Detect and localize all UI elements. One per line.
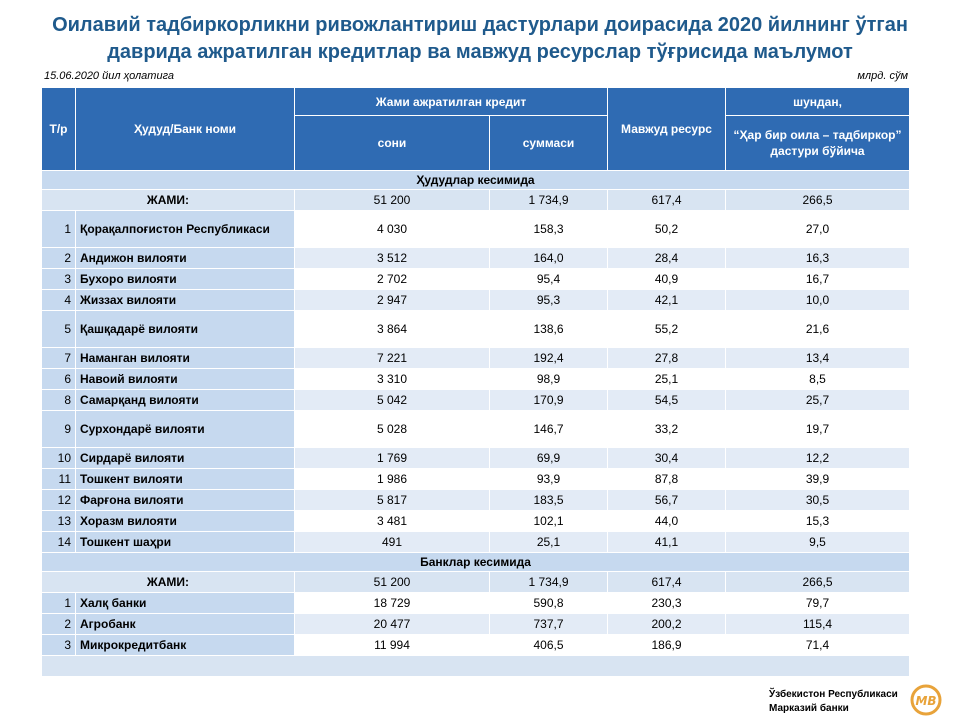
header-num: Т/р bbox=[42, 88, 76, 171]
table-row bbox=[42, 635, 910, 656]
row-number: 9 bbox=[42, 411, 76, 448]
row-sum: 95,4 bbox=[490, 269, 608, 290]
row-program: 9,5 bbox=[726, 532, 910, 553]
row-sum: 164,0 bbox=[490, 248, 608, 269]
row-resource: 56,7 bbox=[608, 490, 726, 511]
row-resource: 44,0 bbox=[608, 511, 726, 532]
row-program: 25,7 bbox=[726, 390, 910, 411]
table-row bbox=[42, 311, 910, 348]
row-number: 1 bbox=[42, 593, 76, 614]
row-name: Навоий вилояти bbox=[76, 369, 295, 390]
table-row bbox=[42, 593, 910, 614]
header-program: “Ҳар бир оила – тадбиркор” дастури бўйича bbox=[726, 116, 910, 171]
table-row bbox=[42, 511, 910, 532]
total-program: 266,5 bbox=[726, 190, 910, 211]
header-resource: Мавжуд ресурс bbox=[608, 88, 726, 171]
row-resource: 42,1 bbox=[608, 290, 726, 311]
row-count: 5 042 bbox=[295, 390, 490, 411]
row-count: 7 221 bbox=[295, 348, 490, 369]
total-sum: 1 734,9 bbox=[490, 572, 608, 593]
footer-line-2: Марказий банки bbox=[769, 703, 849, 714]
total-row bbox=[42, 572, 910, 593]
row-program: 39,9 bbox=[726, 469, 910, 490]
row-resource: 50,2 bbox=[608, 211, 726, 248]
row-number: 2 bbox=[42, 614, 76, 635]
row-program: 115,4 bbox=[726, 614, 910, 635]
footer-line-1: Ўзбекистон Республикаси bbox=[769, 689, 898, 700]
row-program: 8,5 bbox=[726, 369, 910, 390]
row-count: 4 030 bbox=[295, 211, 490, 248]
table-row bbox=[42, 490, 910, 511]
row-program: 79,7 bbox=[726, 593, 910, 614]
section-row bbox=[42, 553, 910, 572]
row-resource: 41,1 bbox=[608, 532, 726, 553]
row-resource: 27,8 bbox=[608, 348, 726, 369]
table-row bbox=[42, 614, 910, 635]
row-number: 4 bbox=[42, 290, 76, 311]
row-resource: 25,1 bbox=[608, 369, 726, 390]
unit-label: млрд. сўм bbox=[857, 70, 908, 82]
table-row bbox=[42, 390, 910, 411]
table-row bbox=[42, 269, 910, 290]
row-name: Хоразм вилояти bbox=[76, 511, 295, 532]
row-name: Наманган вилояти bbox=[76, 348, 295, 369]
total-count: 51 200 bbox=[295, 572, 490, 593]
row-count: 2 947 bbox=[295, 290, 490, 311]
row-number: 1 bbox=[42, 211, 76, 248]
header-count: сони bbox=[295, 116, 490, 171]
section-row bbox=[42, 171, 910, 190]
total-label: ЖАМИ: bbox=[42, 572, 295, 593]
table-footer-cell bbox=[42, 656, 910, 677]
row-sum: 25,1 bbox=[490, 532, 608, 553]
row-count: 1 769 bbox=[295, 448, 490, 469]
total-resource: 617,4 bbox=[608, 190, 726, 211]
row-count: 3 310 bbox=[295, 369, 490, 390]
row-count: 20 477 bbox=[295, 614, 490, 635]
section-title: Банклар кесимида bbox=[42, 553, 910, 572]
row-name: Бухоро вилояти bbox=[76, 269, 295, 290]
header-total-credit: Жами ажратилган кредит bbox=[295, 88, 608, 116]
row-count: 3 481 bbox=[295, 511, 490, 532]
footer bbox=[769, 688, 898, 716]
total-count: 51 200 bbox=[295, 190, 490, 211]
row-sum: 737,7 bbox=[490, 614, 608, 635]
row-name: Жиззах вилояти bbox=[76, 290, 295, 311]
row-name: Микрокредитбанк bbox=[76, 635, 295, 656]
row-name: Қорақалпоғистон Республикаси bbox=[76, 211, 295, 248]
row-sum: 138,6 bbox=[490, 311, 608, 348]
page-title bbox=[0, 12, 960, 66]
row-sum: 183,5 bbox=[490, 490, 608, 511]
credit-table bbox=[41, 87, 910, 677]
row-name: Тошкент шаҳри bbox=[76, 532, 295, 553]
row-number: 12 bbox=[42, 490, 76, 511]
row-resource: 40,9 bbox=[608, 269, 726, 290]
table-row bbox=[42, 469, 910, 490]
row-number: 2 bbox=[42, 248, 76, 269]
row-resource: 30,4 bbox=[608, 448, 726, 469]
row-number: 14 bbox=[42, 532, 76, 553]
header-name: Ҳудуд/Банк номи bbox=[76, 88, 295, 171]
row-count: 18 729 bbox=[295, 593, 490, 614]
date-label: 15.06.2020 йил ҳолатига bbox=[44, 70, 175, 82]
table-row bbox=[42, 369, 910, 390]
row-number: 7 bbox=[42, 348, 76, 369]
table-row bbox=[42, 532, 910, 553]
section-title: Ҳудудлар кесимида bbox=[42, 171, 910, 190]
row-number: 3 bbox=[42, 269, 76, 290]
table-footer-row bbox=[42, 656, 910, 677]
row-count: 5 028 bbox=[295, 411, 490, 448]
row-number: 3 bbox=[42, 635, 76, 656]
row-program: 12,2 bbox=[726, 448, 910, 469]
row-sum: 192,4 bbox=[490, 348, 608, 369]
row-sum: 590,8 bbox=[490, 593, 608, 614]
title-line-2: даврида ажратилган кредитлар ва мавжуд ресурслар тўғрисида маълумот bbox=[107, 41, 853, 63]
row-number: 6 bbox=[42, 369, 76, 390]
row-program: 10,0 bbox=[726, 290, 910, 311]
row-count: 3 864 bbox=[295, 311, 490, 348]
row-resource: 230,3 bbox=[608, 593, 726, 614]
row-resource: 200,2 bbox=[608, 614, 726, 635]
svg-text:MB: MB bbox=[915, 694, 937, 708]
total-row bbox=[42, 190, 910, 211]
row-program: 27,0 bbox=[726, 211, 910, 248]
row-sum: 146,7 bbox=[490, 411, 608, 448]
table-row bbox=[42, 290, 910, 311]
row-name: Қашқадарё вилояти bbox=[76, 311, 295, 348]
row-name: Тошкент вилояти bbox=[76, 469, 295, 490]
row-program: 30,5 bbox=[726, 490, 910, 511]
row-count: 11 994 bbox=[295, 635, 490, 656]
row-resource: 186,9 bbox=[608, 635, 726, 656]
row-program: 15,3 bbox=[726, 511, 910, 532]
row-name: Фарғона вилояти bbox=[76, 490, 295, 511]
total-resource: 617,4 bbox=[608, 572, 726, 593]
row-resource: 55,2 bbox=[608, 311, 726, 348]
row-resource: 54,5 bbox=[608, 390, 726, 411]
row-sum: 93,9 bbox=[490, 469, 608, 490]
row-resource: 33,2 bbox=[608, 411, 726, 448]
central-bank-logo-icon bbox=[910, 684, 942, 716]
row-sum: 95,3 bbox=[490, 290, 608, 311]
table-row bbox=[42, 211, 910, 248]
row-sum: 98,9 bbox=[490, 369, 608, 390]
row-number: 11 bbox=[42, 469, 76, 490]
row-sum: 69,9 bbox=[490, 448, 608, 469]
header-sum: суммаси bbox=[490, 116, 608, 171]
total-program: 266,5 bbox=[726, 572, 910, 593]
table-row bbox=[42, 248, 910, 269]
row-resource: 87,8 bbox=[608, 469, 726, 490]
row-program: 13,4 bbox=[726, 348, 910, 369]
table-row bbox=[42, 348, 910, 369]
total-sum: 1 734,9 bbox=[490, 190, 608, 211]
header-of-which: шундан, bbox=[726, 88, 910, 116]
row-program: 16,7 bbox=[726, 269, 910, 290]
row-count: 1 986 bbox=[295, 469, 490, 490]
row-program: 21,6 bbox=[726, 311, 910, 348]
row-name: Самарқанд вилояти bbox=[76, 390, 295, 411]
row-number: 8 bbox=[42, 390, 76, 411]
row-program: 16,3 bbox=[726, 248, 910, 269]
title-line-1: Оилавий тадбиркорликни ривожлантириш дастурлари доирасида 2020 йилнинг ўтган bbox=[52, 14, 908, 36]
row-resource: 28,4 bbox=[608, 248, 726, 269]
row-name: Халқ банки bbox=[76, 593, 295, 614]
row-sum: 406,5 bbox=[490, 635, 608, 656]
row-name: Агробанк bbox=[76, 614, 295, 635]
row-number: 13 bbox=[42, 511, 76, 532]
row-number: 5 bbox=[42, 311, 76, 348]
table-row bbox=[42, 411, 910, 448]
total-label: ЖАМИ: bbox=[42, 190, 295, 211]
row-name: Сирдарё вилояти bbox=[76, 448, 295, 469]
row-program: 71,4 bbox=[726, 635, 910, 656]
row-sum: 102,1 bbox=[490, 511, 608, 532]
table-row bbox=[42, 448, 910, 469]
row-sum: 170,9 bbox=[490, 390, 608, 411]
row-name: Андижон вилояти bbox=[76, 248, 295, 269]
row-count: 491 bbox=[295, 532, 490, 553]
row-count: 5 817 bbox=[295, 490, 490, 511]
row-count: 3 512 bbox=[295, 248, 490, 269]
row-count: 2 702 bbox=[295, 269, 490, 290]
row-sum: 158,3 bbox=[490, 211, 608, 248]
row-program: 19,7 bbox=[726, 411, 910, 448]
row-number: 10 bbox=[42, 448, 76, 469]
row-name: Сурхондарё вилояти bbox=[76, 411, 295, 448]
